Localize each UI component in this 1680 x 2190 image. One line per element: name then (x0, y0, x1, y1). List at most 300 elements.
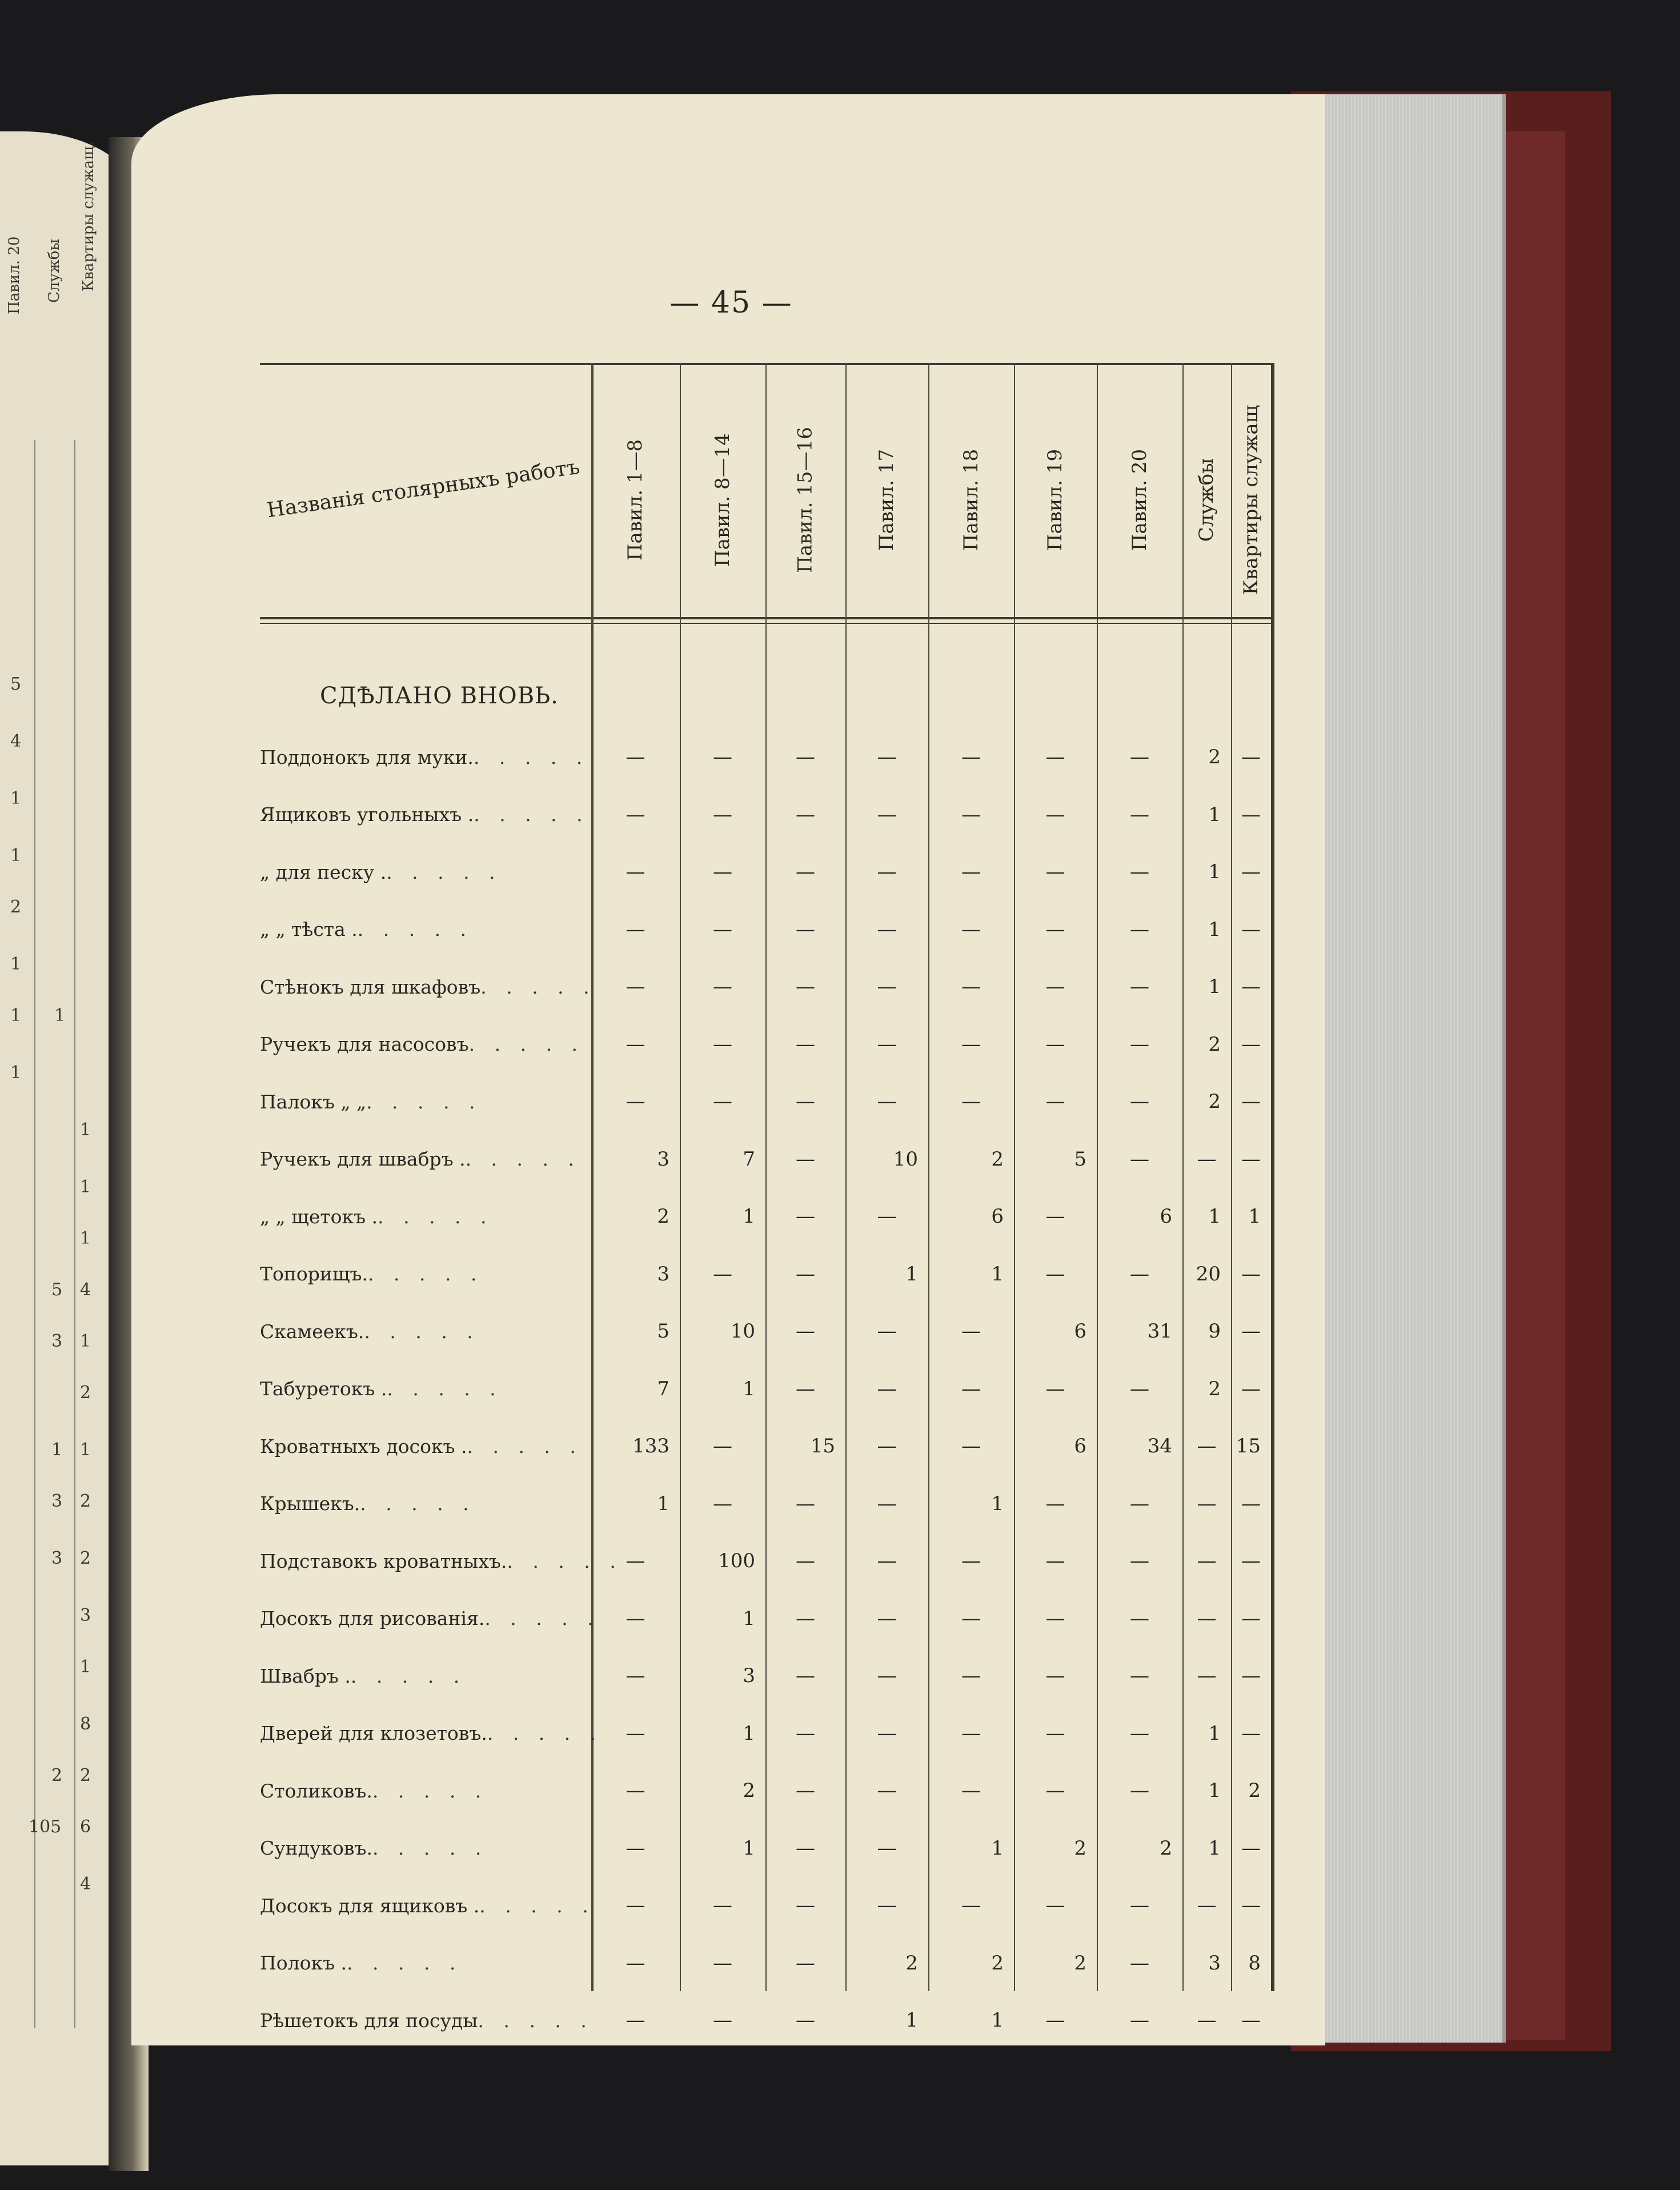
table-row (260, 728, 1271, 786)
row-label-text: Швабръ . (260, 1664, 351, 1687)
table-cell: — (1197, 1550, 1217, 1572)
leader-dots: . . . . . (372, 1779, 488, 1802)
table-cell: — (877, 1205, 897, 1228)
table-cell: — (713, 746, 732, 768)
table-cell: — (1241, 1090, 1261, 1113)
table-cell: — (877, 860, 897, 883)
table-cell: — (796, 918, 815, 941)
table-cell: — (1045, 975, 1065, 998)
left-page-number: 1 (10, 1006, 22, 1026)
table-cell: — (1130, 1951, 1149, 1975)
column-header-text: Службы (1195, 458, 1218, 542)
left-page-number: 1 (80, 1120, 91, 1140)
table-cell: — (961, 1607, 981, 1630)
leader-dots: . . . . . (364, 1320, 480, 1343)
left-page-number: 3 (51, 1331, 63, 1351)
table-cell: 1 (1208, 1779, 1221, 1802)
table-cell: 1 (1208, 1721, 1221, 1745)
table-cell: — (796, 1664, 815, 1687)
leader-dots: . . . . . (368, 1263, 484, 1285)
table-cell: — (796, 860, 815, 883)
table-cell: — (1045, 803, 1065, 826)
table-cell: 6 (1074, 1320, 1086, 1343)
table-cell: — (877, 1435, 897, 1458)
table-cell: — (961, 1721, 981, 1745)
leader-dots: . . . . . (468, 1033, 585, 1055)
left-page-number: 1 (10, 1063, 22, 1083)
table-cell: — (626, 1894, 645, 1917)
table-cell: — (796, 1262, 815, 1286)
leader-dots: . . . . . (473, 746, 590, 768)
table-cell: — (1045, 860, 1065, 883)
left-page-number: 2 (80, 1491, 91, 1511)
leader-dots: . . . . . (474, 803, 590, 826)
table-row (260, 1532, 1271, 1590)
table-cell: — (1241, 1894, 1261, 1917)
table-cell: — (961, 1320, 981, 1343)
left-page-column-line (74, 440, 75, 2028)
table-cell: — (1045, 1262, 1065, 1286)
table-cell: — (1130, 1262, 1149, 1286)
row-label (260, 1073, 591, 1130)
table-cell: 2 (905, 1951, 918, 1975)
row-label-text: Скамеекъ. (260, 1320, 364, 1343)
leader-dots: . . . . . (478, 2009, 594, 2032)
column-header-text: Павил. 1—8 (624, 439, 647, 561)
column-header (700, 386, 745, 614)
leader-dots: . . . . . (347, 1952, 463, 1974)
leader-dots: . . . . . (378, 1205, 494, 1228)
row-label (260, 1246, 591, 1303)
table-cell: 6 (991, 1205, 1004, 1228)
table-cell: — (626, 1550, 645, 1572)
row-label (260, 1475, 591, 1532)
column-header-text: Павил. 17 (875, 449, 899, 551)
column-header (1184, 386, 1230, 614)
column-header (613, 386, 659, 614)
table-cell: — (1045, 1721, 1065, 1745)
table-cell: — (713, 918, 732, 941)
table-cell: 2 (1074, 1951, 1086, 1975)
table-cell: — (796, 1607, 815, 1630)
table-cell: — (1241, 1147, 1261, 1171)
table-row (260, 958, 1271, 1015)
table-cell: 3 (657, 1147, 669, 1171)
table-cell: — (713, 860, 732, 883)
table-cell: — (961, 803, 981, 826)
row-label-text: „ „ щетокъ . (260, 1205, 378, 1228)
table-cell: — (1130, 2009, 1149, 2032)
table-cell: — (1045, 1607, 1065, 1630)
row-label-text: Стѣнокъ для шкафовъ (260, 975, 481, 998)
table-cell: — (877, 746, 897, 768)
table-cell: — (626, 1664, 645, 1687)
table-cell: 2 (991, 1951, 1004, 1975)
table-cell: 2 (657, 1205, 669, 1228)
table-cell: 8 (1248, 1951, 1261, 1975)
table-cell: — (1130, 1550, 1149, 1572)
table-cell: — (713, 1262, 732, 1286)
row-label (260, 843, 591, 900)
table-cell: — (713, 1090, 732, 1113)
row-label-text: Дверей для клозетовъ. (260, 1722, 487, 1744)
table-cell: — (961, 918, 981, 941)
left-page-number: 1 (10, 846, 22, 866)
table-cell: — (961, 1090, 981, 1113)
row-label (260, 1418, 591, 1475)
leader-dots: . . . . . (487, 1722, 603, 1744)
table-cell: 31 (1147, 1320, 1172, 1343)
page-edges (1314, 94, 1506, 2043)
column-header-text: Квартиры служащ (1240, 405, 1262, 595)
table-cell: — (626, 975, 645, 998)
table-cell: — (713, 803, 732, 826)
table-cell: — (1197, 2009, 1217, 2032)
row-label (260, 728, 591, 786)
left-page-number: 2 (80, 1765, 91, 1785)
table-cell: 2 (1248, 1779, 1261, 1802)
table-row (260, 1131, 1271, 1188)
table-cell: — (1197, 1607, 1217, 1630)
table-cell: — (796, 1090, 815, 1113)
table-cell: — (1241, 803, 1261, 826)
table-cell: — (877, 1032, 897, 1056)
table-cell: 1 (743, 1836, 755, 1860)
left-page-number: 1 (80, 1177, 91, 1197)
table-cell: — (796, 1836, 815, 1860)
left-page-number: 1 (54, 1006, 66, 1026)
table-cell: 1 (1208, 1205, 1221, 1228)
table-cell: 2 (1208, 1032, 1221, 1056)
row-label-text: Ящиковъ угольныхъ . (260, 803, 474, 826)
table-cell: — (1241, 2009, 1261, 2032)
table-cell: — (1130, 1607, 1149, 1630)
left-page-number: 4 (80, 1280, 91, 1300)
row-label-text: „ „ тѣста . (260, 918, 358, 940)
row-label (260, 1647, 591, 1704)
table-cell: — (1130, 746, 1149, 768)
leader-dots: . . . . . (480, 975, 596, 998)
row-label-text: Досокъ для рисованія. (260, 1607, 485, 1630)
table-cell: — (961, 1377, 981, 1400)
table-cell: — (1241, 1320, 1261, 1343)
table-cell: — (1130, 1664, 1149, 1687)
row-label-text: Поддонокъ для муки. (260, 746, 474, 768)
table-cell: 1 (991, 2009, 1004, 2032)
left-page-number: 8 (80, 1714, 91, 1734)
table-cell: — (877, 1894, 897, 1917)
left-page-number: 1 (51, 1440, 63, 1460)
table-cell: — (1130, 860, 1149, 883)
row-label-text: Кроватныхъ досокъ . (260, 1435, 467, 1458)
table-cell: — (626, 1951, 645, 1975)
leader-dots: . . . . . (366, 1090, 482, 1113)
table-row (260, 1992, 1271, 2049)
table-cell: 1 (1208, 860, 1221, 883)
leader-dots: . . . . . (357, 918, 474, 940)
left-page-number: 1 (10, 954, 22, 974)
left-page-number: 5 (51, 1280, 63, 1300)
table-cell: — (1130, 1894, 1149, 1917)
table-cell: — (796, 1779, 815, 1802)
table-cell: — (626, 1032, 645, 1056)
table-cell: 100 (718, 1550, 755, 1572)
table-cell: 6 (1074, 1435, 1086, 1458)
table-cell: — (961, 1894, 981, 1917)
row-label (260, 1303, 591, 1360)
table-cell: — (1045, 1550, 1065, 1572)
table-cell: 1 (991, 1836, 1004, 1860)
table-cell: 10 (893, 1147, 918, 1171)
table-cell: — (626, 860, 645, 883)
table-cell: 1 (743, 1607, 755, 1630)
left-page-number: 4 (10, 731, 22, 751)
table-cell: — (796, 1894, 815, 1917)
table-row (260, 1303, 1271, 1360)
table-cell: — (1197, 1435, 1217, 1458)
table-cell: — (796, 1951, 815, 1975)
table-cell: — (1130, 803, 1149, 826)
table-cell: — (713, 1492, 732, 1515)
table-cell: — (796, 1377, 815, 1400)
row-label (260, 1705, 603, 1762)
table-cell: — (961, 1779, 981, 1802)
table-cell: — (1241, 746, 1261, 768)
table-cell: — (796, 1032, 815, 1056)
table-cell: — (1241, 1664, 1261, 1687)
table-cell: — (626, 803, 645, 826)
table-cell: — (877, 803, 897, 826)
table-cell: — (1241, 1607, 1261, 1630)
table-cell: 1 (743, 1205, 755, 1228)
table-cell: 1 (991, 1492, 1004, 1515)
table-cell: 2 (991, 1147, 1004, 1171)
column-header-text: Павил. 20 (1128, 449, 1152, 551)
table-cell: — (796, 746, 815, 768)
table-cell: 5 (657, 1320, 669, 1343)
row-label-text: Крышекъ. (260, 1492, 360, 1515)
row-label-text: Сундуковъ. (260, 1837, 372, 1859)
table-cell: — (796, 975, 815, 998)
left-page-number: 3 (51, 1491, 63, 1511)
table-cell: — (713, 2009, 732, 2032)
row-label-text: „ для песку . (260, 860, 387, 883)
row-label-text: Ручекъ для насосовъ (260, 1033, 469, 1055)
table-cell: — (626, 1779, 645, 1802)
table-cell: — (877, 1550, 897, 1572)
table-cell: 2 (743, 1779, 755, 1802)
column-header (783, 386, 828, 614)
row-label-text: Палокъ „ „ (260, 1090, 367, 1113)
table-row (260, 843, 1271, 900)
table-cell: — (1241, 1836, 1261, 1860)
table-cell: — (626, 1607, 645, 1630)
leader-dots: . . . . . (479, 1894, 595, 1917)
table-row (260, 1016, 1271, 1073)
table-cell: — (626, 918, 645, 941)
table-cell: — (1045, 1205, 1065, 1228)
left-page-header-label: Службы (46, 239, 63, 303)
table-cell: 1 (991, 1262, 1004, 1286)
table-cell: — (1197, 1894, 1217, 1917)
table-cell: — (877, 975, 897, 998)
table-cell: — (961, 1550, 981, 1572)
table-cell: — (713, 1951, 732, 1975)
table-cell: — (1197, 1664, 1217, 1687)
row-label (260, 1016, 591, 1073)
table-cell: 3 (743, 1664, 755, 1687)
leader-dots: . . . . . (484, 1607, 600, 1630)
table-cell: — (1197, 1147, 1217, 1171)
leader-dots: . . . . . (387, 1378, 503, 1400)
table-cell: — (1241, 918, 1261, 941)
table-cell: 3 (1208, 1951, 1221, 1975)
leader-dots: . . . . . (465, 1148, 581, 1170)
right-page (131, 94, 1325, 2045)
table-cell: — (1130, 1779, 1149, 1802)
table-cell: — (1045, 746, 1065, 768)
table-row (260, 1360, 1271, 1418)
works-table (260, 363, 1271, 2032)
table-cell: — (1130, 1032, 1149, 1056)
table-cell: — (1197, 1492, 1217, 1515)
table-cell: 1 (1208, 918, 1221, 941)
column-header (948, 386, 994, 614)
left-page-number: 1 (80, 1331, 91, 1351)
left-page-number: 1 (80, 1657, 91, 1677)
row-label (260, 1762, 591, 1819)
column-header-text: Павил. 15—16 (794, 427, 817, 573)
left-page-number: 1 (80, 1440, 91, 1460)
table-cell: 1 (1208, 975, 1221, 998)
table-cell: — (877, 1779, 897, 1802)
row-label (260, 1590, 600, 1647)
table-cell: 7 (657, 1377, 669, 1400)
table-cell: — (961, 1664, 981, 1687)
table-row (260, 1246, 1271, 1303)
table-cell: 2 (1208, 1377, 1221, 1400)
row-label-text: Досокъ для ящиковъ . (260, 1894, 480, 1917)
table-cell: — (1241, 860, 1261, 883)
column-header (1033, 386, 1078, 614)
table-cell: — (1045, 1032, 1065, 1056)
table-cell: 133 (632, 1435, 669, 1458)
table-cell: — (1045, 1664, 1065, 1687)
left-page-number: 1 (10, 788, 22, 808)
row-label-text: Рѣшетокъ для посуды (260, 2009, 478, 2032)
table-cell: — (1130, 1090, 1149, 1113)
row-label-text: Ручекъ для швабръ . (260, 1148, 466, 1170)
table-cell: — (1130, 1721, 1149, 1745)
leader-dots: . . . . . (350, 1664, 467, 1687)
table-cell: — (1045, 1492, 1065, 1515)
left-page-column-line (34, 440, 35, 2028)
name-column-header (260, 449, 580, 529)
table-cell: — (1045, 1377, 1065, 1400)
row-label (260, 1188, 591, 1245)
table-cell: — (626, 746, 645, 768)
table-cell: — (796, 1550, 815, 1572)
table-cell: — (713, 1032, 732, 1056)
row-label (260, 1360, 591, 1418)
table-cell: 1 (1208, 1836, 1221, 1860)
table-cell: — (1241, 1550, 1261, 1572)
table-cell: — (1045, 1090, 1065, 1113)
left-page-number: 6 (80, 1817, 91, 1837)
left-page-header-label: Квартиры служащ. (80, 141, 97, 291)
row-label (260, 958, 596, 1015)
row-label (260, 1992, 594, 2049)
table-cell: — (1241, 975, 1261, 998)
table-cell: — (877, 1090, 897, 1113)
left-page-number: 4 (80, 1874, 91, 1894)
table-cell: — (796, 803, 815, 826)
table-row (260, 901, 1271, 958)
left-page-number: 2 (80, 1383, 91, 1403)
table-cell: — (626, 1721, 645, 1745)
table-cell: — (961, 1032, 981, 1056)
table-cell: 1 (905, 2009, 918, 2032)
section-title: СДѢЛАНО ВНОВЬ. (320, 683, 559, 709)
table-cell: — (713, 975, 732, 998)
leader-dots: . . . . . (507, 1550, 623, 1572)
table-cell: 9 (1208, 1320, 1221, 1343)
table-cell: — (961, 746, 981, 768)
table-cell: — (1241, 1262, 1261, 1286)
table-row (260, 1188, 1271, 1245)
leader-dots: . . . . . (386, 860, 502, 883)
table-cell: — (796, 2009, 815, 2032)
column-header (1117, 386, 1162, 614)
table-cell: — (1130, 918, 1149, 941)
column-header-text: Павил. 19 (1044, 449, 1067, 551)
leader-dots: . . . . . (372, 1837, 488, 1859)
table-row (260, 1073, 1271, 1130)
table-cell: — (961, 1435, 981, 1458)
table-cell: 15 (1236, 1435, 1261, 1458)
table-cell: — (1130, 1377, 1149, 1400)
table-cell: — (796, 1147, 815, 1171)
table-row (260, 1475, 1271, 1532)
table-cell: 1 (905, 1262, 918, 1286)
row-label-text: Столиковъ. (260, 1779, 372, 1802)
table-cell: — (1045, 1894, 1065, 1917)
row-label (260, 901, 591, 958)
row-label-text: Полокъ . (260, 1952, 347, 1974)
table-cell: — (626, 2009, 645, 2032)
table-cell: 1 (1208, 803, 1221, 826)
column-header (864, 386, 910, 614)
table-cell: — (1045, 1779, 1065, 1802)
table-cell: — (1241, 1032, 1261, 1056)
table-cell: 1 (1248, 1205, 1261, 1228)
table-row (260, 1762, 1271, 1819)
table-row (260, 1877, 1271, 1934)
table-cell: — (1241, 1492, 1261, 1515)
table-cell: — (1130, 1147, 1149, 1171)
row-label (260, 1532, 623, 1590)
row-label-text: Топорищъ. (260, 1263, 368, 1285)
table-row (260, 1935, 1271, 1992)
row-label-text: Подставокъ кроватныхъ. (260, 1550, 507, 1572)
table-cell: 34 (1147, 1435, 1172, 1458)
table-cell: — (1130, 975, 1149, 998)
row-label (260, 786, 591, 843)
table-cell: — (796, 1492, 815, 1515)
row-label (260, 1820, 591, 1877)
row-label (260, 1935, 591, 1992)
table-cell: — (1130, 1492, 1149, 1515)
